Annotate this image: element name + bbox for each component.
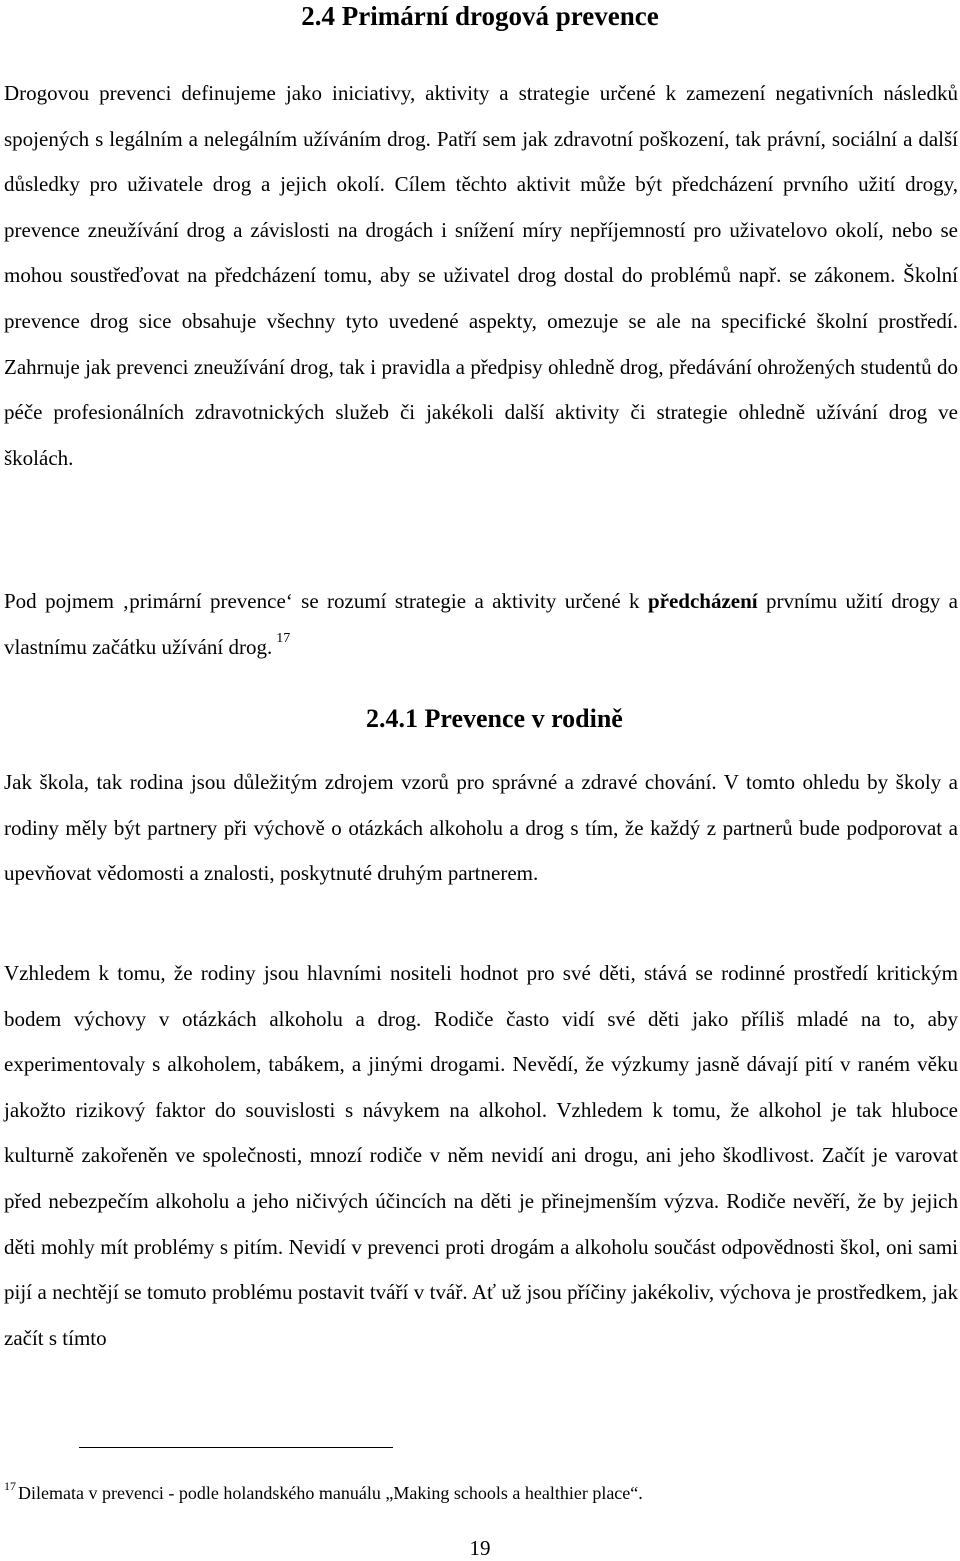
paragraph-text: prvnímu užití drogy a vlastnímu začátku užívání drog.: [4, 589, 958, 659]
paragraph-drug-prevention-definition: Drogovou prevenci definujeme jako iniciativy, aktivity a strategie určené k zamezení negativních následků spojených s legálním a nelegálním užíváním drog. Patří sem jak zdravotní poškození, tak právní, sociální a další důsledky pro uživatele drog a jejich okolí. Cílem těchto aktivit může být předcházení prvního užití drogy, prevence zneužívání drog a závislosti na drogách i snížení míry nepříjemností pro uživatelovo okolí, nebo se mohou soustřeďovat na předcházení tomu, aby se uživatel drog dostal do problémů např. se zákonem. Školní prevence drog sice obsahuje všechny tyto uvedené aspekty, omezuje se ale na specifické školní prostředí. Zahrnuje jak prevenci zneužívání drog, tak i pravidla a předpisy ohledně drog, předávání ohrožených studentů do péče profesionálních zdravotnických služeb či jakékoli další aktivity či strategie ohledně užívání drog ve školách.: [4, 81, 958, 470]
paragraph-family-environment: Vzhledem k tomu, že rodiny jsou hlavními nositeli hodnot pro své děti, stává se rodinné prostředí kritickým bodem výchovy v otázkách alkoholu a drog. Rodiče často vidí své děti jako příliš mladé na to, aby experimentovaly s alkoholem, tabákem, a jinými drogami. Nevědí, že výzkumy jasně dávají pití v raném věku jakožto rizikový faktor do souvislosti s návykem na alkohol. Vzhledem k tomu, že alkohol je tak hluboce kulturně zakořeněn ve společnosti, mnozí rodiče v něm nevidí ani drogu, ani jeho škodlivost. Začít je varovat před nebezpečím alkoholu a jeho ničivých účincích na děti je přinejmenším výzva. Rodiče nevěří, že by jejich děti mohly mít problémy s pitím. Nevidí v prevenci proti drogám a alkoholu součást odpovědnosti škol, oni sami pijí a nechtějí se tomuto problému postavit tváří v tvář. Ať už jsou příčiny jakékoliv, výchova je prostředkem, jak začít s tímto: [4, 961, 958, 1350]
paragraph-primary-prevention: [4, 579, 958, 673]
footnote-number: 17: [4, 1479, 16, 1493]
emphasis-text: předcházení: [647, 589, 758, 613]
page-number: 19: [469, 1536, 491, 1560]
footnote: [4, 1481, 643, 1507]
footnote-reference: 17: [276, 630, 291, 646]
footnote-separator: [79, 1447, 393, 1448]
subsection-title: 2.4.1 Prevence v rodině: [366, 704, 623, 733]
paragraph-school-and-family: Jak škola, tak rodina jsou důležitým zdrojem vzorů pro správné a zdravé chování. V tomto ohledu by školy a rodiny měly být partnery při výchově o otázkách alkoholu a drog s tím, že každý z partnerů bude podporovat a upevňovat vědomosti a znalosti, poskytnuté druhým partnerem.: [4, 770, 958, 886]
section-title: 2.4 Primární drogová prevence: [301, 1, 659, 31]
footnote-text: Dilemata v prevenci - podle holandského manuálu „Making schools a healthier place“.: [18, 1483, 643, 1503]
paragraph-text: Pod pojmem ‚primární prevence‘ se rozumí strategie a aktivity určené k: [4, 589, 648, 613]
